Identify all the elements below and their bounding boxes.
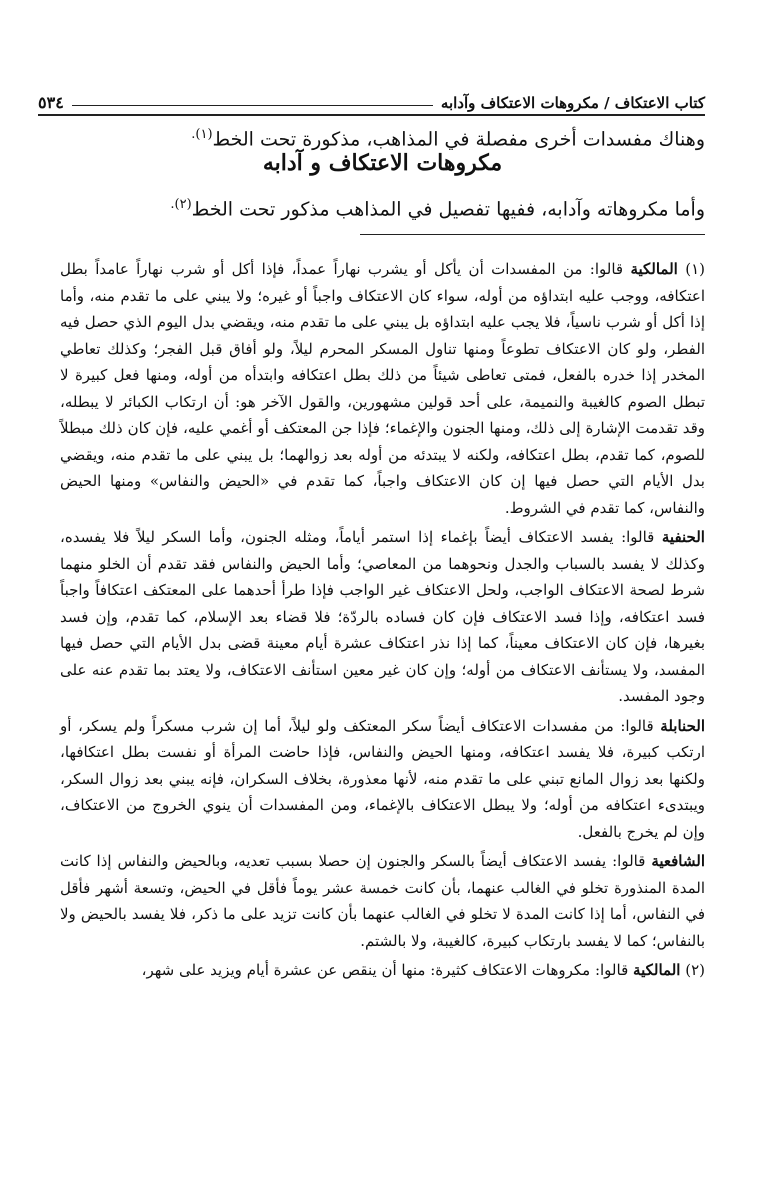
footnote-text: قالوا: مكروهات الاعتكاف كثيرة: منها أن ينقص عن عشرة أيام ويزيد على شهر، (141, 961, 629, 979)
footnotes (60, 256, 705, 987)
footnote-number: (٢) (685, 961, 705, 979)
footnote-number: (١) (685, 260, 705, 278)
page-header (38, 86, 705, 116)
footnote-text: قالوا: يفسد الاعتكاف أيضاً بالسكر والجنون إن حصلا بسبب تعديه، وبالحيض والنفاس إذا كانت المدة المنذورة تخلو في الغالب عنهما، بأن كانت خمسة عشر يوماً فأقل في الحيض، وتسعة أشهر فأقل في النفاس، أما إذا كانت المدة لا تخلو في الغالب عنهما بأن كانت تزيد على ما ذكر، فلا يفسد بالحيض ولا بالنفاس؛ كما لا يفسد بارتكاب كبيرة، كالغيبة، ولا بالشتم. (60, 852, 705, 950)
footnote-divider (360, 234, 705, 235)
intro-text: وهناك مفسدات أخرى مفصلة في المذاهب، مذكورة تحت الخط (212, 128, 705, 151)
section-heading: مكروهات الاعتكاف و آدابه (262, 150, 503, 176)
footnote-text: قالوا: من مفسدات الاعتكاف أيضاً سكر المعتكف ولو ليلاً، أما إن شرب مسكراً ولم يسكر، أو ارتكب كبيرة، فلا يفسد اعتكافه، ومنها الحيض والنفاس، فإذا حاضت المرأة أو نفست بطل اعتكافها، ولكنها بعد زوال المانع تبني على ما تقدم منه، لأنها معذورة، بخلاف السكران، فإنه يبني بعد زوال السكر، ويبتدىء اعتكافه من أوله؛ ولا يبطل الاعتكاف بالإغماء، ومن المفسدات أن ينوي الخروج من الاعتكاف، وإن لم يخرج بالفعل. (60, 716, 705, 841)
school-name: الشافعية (651, 852, 705, 870)
intro2-footnote-ref: (٢). (170, 197, 192, 212)
footnote-paragraph (60, 848, 705, 954)
footnote-paragraph (60, 524, 705, 710)
school-name: المالكية (630, 260, 678, 278)
school-name: الحنفية (661, 528, 705, 546)
header-rule (72, 105, 433, 106)
intro2-paragraph (120, 190, 705, 224)
running-title: كتاب الاعتكاف / مكروهات الاعتكاف وآدابه (440, 94, 705, 112)
school-name: المالكية (633, 961, 681, 979)
page-number: ٥٣٤ (38, 93, 64, 112)
footnote-paragraph (60, 713, 705, 846)
school-name: الحنابلة (660, 716, 705, 735)
intro2-text: وأما مكروهاته وآدابه، ففيها تفصيل في المذاهب مذكور تحت الخط (191, 198, 705, 221)
footnote-paragraph (60, 256, 705, 521)
footnote-text: قالوا: من المفسدات أن يأكل أو يشرب نهاراً عمداً، فإذا أكل أو شرب نهاراً عامداً بطل اعتكافه، ووجب عليه ابتداؤه من أوله، سواء كان الاعتكاف واجباً أو غيره؛ ولا يبني على ما تقدم منه، وأما إذا أكل أو شرب ناسياً، فلا يجب عليه ابتداؤه بل يبني على ما تقدم منه، ويقضي بدل اليوم الذي حصل فيه الفطر، ولو كان الاعتكاف تطوعاً ومنها تناول المسكر المحرم ليلاً، ولو أفاق قبل الفجر؛ وكذلك تعاطي المخدر إذا خدره بالفعل، فمتى تعاطى شيئاً من ذلك بطل اعتكافه وابتدأه من أوله، ومنها فعل كبيرة لا تبطل الصوم كالغيبة والنميمة، على أحد قولين مشهورين، والقول الآخر هو: أن ارتكاب الكبائر لا يبطله، وقد تقدمت الإشارة إلى ذلك، ومنها الجنون والإغماء؛ فإذا جن المعتكف أو أغمي عليه، فإن كان ذلك مبطلاً للصوم، كما تقدم، بطل اعتكافه، ولكنه لا يبتدئه من أوله بعد زوالهما؛ بل يبني على ما تقدم منه، ويقضي بدل الأيام التي حصل فيها إن كان الاعتكاف واجباً، كما تقدم في «الحيض والنفاس» ومنها الحيض والنفاس، كما تقدم في الشروط. (60, 260, 705, 517)
footnote-paragraph (60, 957, 705, 984)
intro-footnote-ref: (١). (191, 127, 213, 142)
footnote-text: قالوا: يفسد الاعتكاف أيضاً بإغماء إذا استمر أياماً، ومثله الجنون، وأما السكر ليلاً فلا يفسده، وكذلك لا يفسد بالسباب والجدل ونحوهما من المعاصي؛ وأما الحيض والنفاس فقد تقدم أن الخلو منهما شرط لصحة الاعتكاف الواجب، ولحل الاعتكاف غير الواجب فإذا طرأ أحدهما على المعتكف اعتكافاً واجباً فسد اعتكافه، وإذا فسد الاعتكاف فإن كان فساده بالردّة؛ فلا قضاء بعد الإسلام، كما تقدم، وإن فسد بغيرها، فإن كان الاعتكاف معيناً، كما إذا نذر اعتكاف عشرة أيام معينة قضى بدل الأيام التي حصل فيها المفسد، ولا يستأنف الاعتكاف من أوله؛ وإن كان غير معين استأنف الاعتكاف، ولا يعتد بما تقدم عنه على وجود المفسد. (60, 528, 705, 705)
